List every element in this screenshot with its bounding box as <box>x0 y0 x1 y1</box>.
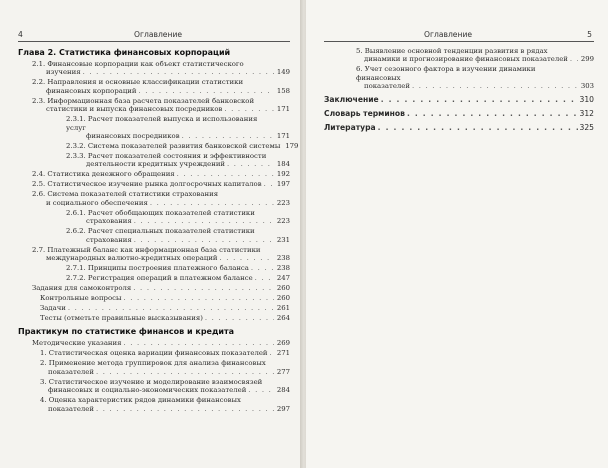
toc-main-entry[interactable] <box>324 95 594 105</box>
toc-page-number: 171 <box>276 105 290 114</box>
leader-dots <box>68 304 274 312</box>
toc-right <box>324 47 594 134</box>
toc-entry-title: и социального обеспечения <box>46 198 148 207</box>
toc-entry-title: финансовых корпораций <box>46 86 137 95</box>
toc-page-number: 149 <box>276 68 290 77</box>
toc-page-number: 261 <box>276 304 290 313</box>
leader-dots <box>182 132 274 140</box>
leader-dots <box>96 368 274 376</box>
toc-entry-title: изучения <box>46 68 81 77</box>
toc-page-number: 303 <box>580 82 594 91</box>
chapter-heading: Глава 2. Статистика финансовых корпораций <box>18 48 231 57</box>
toc-entry-title: 2.3.3. Расчет показателей состояния и эффективности <box>66 152 267 161</box>
leader-dots <box>177 170 274 178</box>
leader-dots <box>570 55 578 63</box>
running-head: Оглавление <box>134 30 183 39</box>
toc-entry-title: деятельности кредитных учреждений <box>86 160 226 169</box>
toc-entry-title: международных валютно-кредитных операций <box>46 254 218 263</box>
toc-entry-title: показателей <box>48 404 94 413</box>
toc-entry[interactable] <box>40 349 290 357</box>
toc-entry-title: страхования <box>86 235 132 244</box>
toc-entry[interactable] <box>66 115 290 140</box>
leader-dots <box>381 95 578 105</box>
toc-page-number: 171 <box>276 132 290 141</box>
toc-page-number: 247 <box>276 274 290 283</box>
toc-entry-title: 2.5. Статистическое изучение рынка долгосрочных капиталов <box>32 180 262 189</box>
toc-entry-title: 2.6.1. Расчет обобщающих показателей статистики <box>66 208 255 217</box>
toc-main-entry[interactable] <box>324 123 594 133</box>
toc-entry-title: Литература <box>324 122 376 132</box>
leader-dots <box>407 109 578 119</box>
toc-entry-title: 2. Применение метода группировок для анализа финансовых <box>40 359 266 368</box>
toc-entry[interactable] <box>66 227 290 244</box>
toc-page-number: 284 <box>276 386 290 395</box>
toc-entry-title: показателей <box>364 82 410 91</box>
toc-entry-title: 2.4. Статистика денежного обращения <box>32 170 175 179</box>
toc-entry[interactable] <box>66 142 299 151</box>
toc-entry[interactable] <box>66 209 290 226</box>
toc-entry-title: статистики и выпуска финансовых посредников <box>46 105 223 114</box>
toc-entry-title: финансовых посредников <box>86 132 180 141</box>
toc-page-number: 264 <box>276 314 290 323</box>
toc-entry-title: 2.6.2. Расчет специальных показателей статистики <box>66 227 255 236</box>
toc-entry-title: Заключение <box>324 94 379 104</box>
leader-dots <box>248 386 274 394</box>
toc-page-number: 197 <box>276 180 290 189</box>
leader-dots <box>412 82 578 90</box>
page-number: 5 <box>587 30 592 39</box>
toc-entry-title: Словарь терминов <box>324 108 405 118</box>
toc-page-number: 238 <box>276 254 290 263</box>
page-number: 4 <box>18 30 23 39</box>
toc-entry[interactable] <box>40 314 290 322</box>
toc-entry[interactable] <box>32 78 290 95</box>
leader-dots <box>123 294 274 302</box>
toc-entry-title: Задачи <box>40 304 66 313</box>
toc-page-number: 310 <box>579 94 594 104</box>
toc-entry[interactable] <box>40 396 290 413</box>
toc-entry[interactable] <box>32 246 290 263</box>
toc-entry[interactable] <box>32 190 290 207</box>
toc-entry[interactable] <box>66 274 290 282</box>
toc-page-number: 238 <box>276 264 290 273</box>
toc-entry-list <box>18 339 290 413</box>
chapter-heading: Практикум по статистике финансов и кредита <box>18 327 235 337</box>
leader-dots <box>378 123 578 133</box>
toc-entry-title: Тесты (отметьте правильные высказывания) <box>40 314 203 323</box>
header-rule <box>18 41 290 42</box>
right-page <box>306 0 608 468</box>
toc-page-number: 231 <box>276 235 290 244</box>
leader-dots <box>251 264 274 272</box>
toc-page-number: 297 <box>276 404 290 413</box>
toc-page-number: 179 <box>285 142 299 151</box>
toc-entry[interactable] <box>32 180 290 188</box>
toc-left <box>18 47 299 415</box>
toc-entry-title: 2.3.2. Система показателей развития банковской системы <box>66 142 281 151</box>
leader-dots <box>83 68 274 76</box>
toc-page-number: 184 <box>276 160 290 169</box>
toc-entry[interactable] <box>40 378 290 395</box>
leader-dots <box>224 105 274 113</box>
leader-dots <box>96 405 274 413</box>
toc-entry[interactable] <box>32 170 290 178</box>
toc-page-number: 269 <box>276 339 290 348</box>
toc-page-number: 223 <box>276 198 290 207</box>
toc-entry-title: 2.3. Информационная база расчета показателей банковской <box>32 96 255 105</box>
toc-entry-list <box>334 47 594 91</box>
toc-page-number: 277 <box>276 367 290 376</box>
toc-entry-title: 1. Статистическая оценка вариации финансовых показателей <box>40 349 268 358</box>
toc-entry-title: 2.3.1. Расчет показателей выпуска и использования услуг <box>66 115 258 132</box>
leader-dots <box>134 236 274 244</box>
toc-entry[interactable] <box>32 97 290 114</box>
toc-entry-title: 2.7.2. Регистрация операций в платежном балансе <box>66 274 253 283</box>
leader-dots <box>133 284 274 292</box>
toc-entry-title: 2.7.1. Принципы построения платежного баланса <box>66 264 249 273</box>
toc-entry[interactable] <box>32 60 290 77</box>
toc-main-entry[interactable] <box>324 109 594 119</box>
toc-entry[interactable] <box>66 264 290 272</box>
toc-entry-title: 2.6. Система показателей статистики страхования <box>32 190 219 199</box>
toc-page-number: 325 <box>579 122 594 132</box>
toc-entry-title: Методические указания <box>32 339 122 348</box>
toc-page-number: 260 <box>276 294 290 303</box>
leader-dots <box>227 160 274 168</box>
toc-entry-title: Задания для самоконтроля <box>32 284 132 293</box>
toc-entry[interactable] <box>66 152 290 169</box>
toc-page-number: 158 <box>276 86 290 95</box>
toc-entry-title: 3. Статистическое изучение и моделирование взаимосвязей <box>40 377 263 386</box>
toc-entry-title: 2.7. Платежный баланс как информационная база статистики <box>32 245 261 254</box>
toc-entry-list <box>18 60 299 323</box>
left-page <box>0 0 302 468</box>
toc-entry-title: 4. Оценка характеристик рядов динамики финансовых <box>40 396 241 405</box>
toc-entry[interactable] <box>40 359 290 376</box>
toc-entry[interactable] <box>356 47 594 64</box>
leader-dots <box>123 339 274 347</box>
header-rule <box>324 41 594 42</box>
toc-page-number: 299 <box>580 55 594 64</box>
toc-entry[interactable] <box>32 339 290 347</box>
leader-dots <box>134 217 274 225</box>
toc-entry-title: страхования <box>86 217 132 226</box>
toc-entry-title: 2.2. Направления и основные классификации статистики <box>32 78 244 87</box>
running-head: Оглавление <box>424 30 473 39</box>
toc-entry-title: динамики и прогнозирование финансовых показателей <box>364 55 568 64</box>
toc-entry[interactable] <box>40 294 290 302</box>
leader-dots <box>270 349 274 357</box>
toc-entry[interactable] <box>40 304 290 312</box>
leader-dots <box>255 274 274 282</box>
toc-page-number: 271 <box>276 349 290 358</box>
toc-page-number: 192 <box>276 170 290 179</box>
toc-page-number: 312 <box>579 108 594 118</box>
toc-main-list <box>324 94 594 133</box>
toc-entry[interactable] <box>32 284 290 292</box>
leader-dots <box>150 199 274 207</box>
toc-entry-title: 2.1. Финансовые корпорации как объект статистического <box>32 60 244 68</box>
toc-entry-title: 6. Учет сезонного фактора в изучении динамики финансовых <box>356 65 536 82</box>
toc-page-number: 223 <box>276 217 290 226</box>
leader-dots <box>264 180 274 188</box>
leader-dots <box>205 314 274 322</box>
toc-entry-title: 5. Выявление основной тенденции развития в рядах <box>356 47 548 55</box>
toc-entry-title: показателей <box>48 367 94 376</box>
toc-entry-title: финансовых и социально-экономических показателей <box>48 386 247 395</box>
toc-entry[interactable] <box>356 65 594 90</box>
leader-dots <box>138 87 274 95</box>
toc-page-number: 260 <box>276 284 290 293</box>
leader-dots <box>220 254 274 262</box>
toc-entry-title: Контрольные вопросы <box>40 294 122 303</box>
